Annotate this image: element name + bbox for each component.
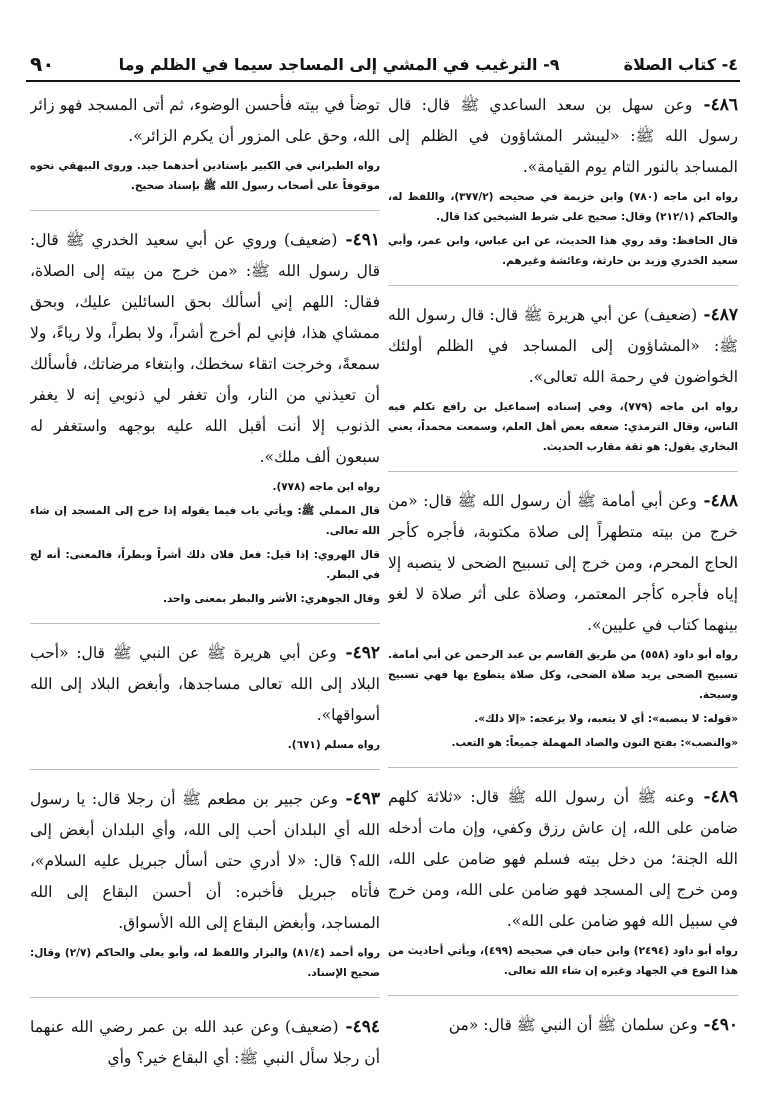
hadith-block [388, 1010, 738, 1041]
hadith-number: ٤٩٢- [336, 643, 380, 663]
page-header [30, 50, 738, 78]
hadith-separator [388, 981, 738, 996]
right-column [388, 90, 738, 1090]
chapter-title: ٤- كتاب الصلاة [623, 54, 738, 74]
hadith-text [30, 225, 380, 473]
hadith-separator [388, 753, 738, 768]
hadith-block [388, 486, 738, 768]
hadith-block [30, 1012, 380, 1074]
hadith-text [388, 1010, 738, 1041]
source-note: رواه أبو داود (٢٤٩٤) وابن حبان في صحيحه (٤٩٩)، ويأتي أحاديث من هذا النوع في الجهاد وغيره إن شاء الله تعالى. [388, 945, 738, 977]
hadith-number: ٤٩٣- [337, 789, 380, 809]
hadith-text [30, 1012, 380, 1074]
hadith-number: ٤٩١- [337, 230, 380, 250]
hadith-block [30, 784, 380, 998]
hadith-body: وعن جبير بن مطعم ﷺ أن رجلا قال: يا رسول الله أي البلدان أحب إلى الله، وأي البلدان أبغض إلى الله؟ قال: «لا أدري حتى أسأل جبريل عليه السلام»، فأتاه جبريل فأخبره: أن أحسن البقاع إلى الله المساجد، وأبغض البقاع إلى الله الأسواق. [30, 790, 380, 932]
hadith-block [388, 90, 738, 286]
hadith-block [30, 90, 380, 211]
hadith-number: ٤٩٤- [338, 1017, 380, 1037]
hadith-block [30, 225, 380, 624]
source-note: «والنصب»: بفتح النون والصاد المهملة جميعاً: هو التعب. [451, 737, 738, 749]
hadith-number: ٤٨٨- [696, 491, 738, 511]
section-title: ٩- الترغيب في المشي إلى المساجد سيما في الظلم وما [118, 54, 560, 74]
hadith-body: (ضعيف) وعن عبد الله بن عمر رضي الله عنهما أن رجلا سأل النبي ﷺ: أي البقاع خير؟ وأي [30, 1018, 380, 1067]
hadith-number: ٤٨٦- [692, 95, 738, 115]
source-note: رواه الطبراني في الكبير بإسنادين أحدهما جيد. وروى البيهقي نحوه موقوفاً على أصحاب رسول الله ﷺ بإسناد صحيح. [30, 160, 380, 192]
hadith-text [388, 300, 738, 393]
hadith-separator [30, 609, 380, 624]
hadith-text [30, 784, 380, 939]
source-note: وقال الجوهري: الأشر والبطر بمعنى واحد. [162, 593, 380, 605]
hadith-separator [388, 271, 738, 286]
hadith-text [30, 90, 380, 152]
source-note: رواه أحمد (٨١/٤) والبزار واللفظ له، وأبو يعلى والحاكم (٢/٧) وقال: صحيح الإسناد. [30, 947, 380, 979]
hadith-block [388, 300, 738, 472]
hadith-number: ٤٨٩- [694, 787, 738, 807]
hadith-body: وعن أبي هريرة ﷺ عن النبي ﷺ قال: «أحب البلاد إلى الله تعالى مساجدها، وأبغض البلاد إلى الله أسواقها». [30, 644, 380, 724]
header-rule [26, 80, 740, 82]
hadith-body: وعن سهل بن سعد الساعدي ﷺ قال: قال رسول الله ﷺ: «ليبشر المشاؤون في الظلم إلى المساجد بالنور التام يوم القيامة». [388, 96, 738, 176]
hadith-separator [388, 457, 738, 472]
hadith-block [388, 782, 738, 996]
hadith-body: وعن أبي أمامة ﷺ أن رسول الله ﷺ قال: «من خرج من بيته متطهراً إلى صلاة مكتوبة، فأجره كأجر الحاج المحرم، ومن خرج إلى تسبيح الضحى لا ينصبه إلا إياه فأجره كأجر المعتمر، وصلاة على أثر صلاة لا لغو بينهما كتاب في عليين». [388, 492, 738, 634]
hadith-block [30, 638, 380, 770]
hadith-text [388, 90, 738, 183]
hadith-text [30, 638, 380, 731]
source-note: رواه أبو داود (٥٥٨) من طريق القاسم بن عبد الرحمن عن أبي أمامة. تسبيح الضحى يريد صلاة الضحى، وكل صلاة يتطوع بها فهي تسبيح وسبحة. [388, 649, 738, 701]
hadith-separator [30, 196, 380, 211]
source-note: «قوله: لا ينصبه»: أي لا يتعبه، ولا يزعجه: «إلا ذلك». [474, 713, 738, 725]
hadith-text [388, 782, 738, 937]
left-column [30, 90, 380, 1090]
hadith-body: توضأ في بيته فأحسن الوضوء، ثم أتى المسجد فهو زائر الله، وحق على المزور أن يكرم الزائر». [30, 96, 380, 145]
source-note: قال الحافظ: وقد روي هذا الحديث، عن ابن عباس، وابن عمر، وأبي سعيد الخدري وزيد بن حارثة، وعائشة وغيرهم. [388, 235, 738, 267]
hadith-separator [30, 755, 380, 770]
hadith-body: وعن سلمان ﷺ أن النبي ﷺ قال: «من [448, 1016, 698, 1034]
source-note: رواه ابن ماجه (٧٧٩)، وفي إسناده إسماعيل بن رافع تكلم فيه الناس، وقال الترمذي: ضعفه بعض أهل العلم، وسمعت محمداً، يعني البخاري يقول: هو ثقة مقارب الحديث. [388, 401, 738, 453]
source-note: رواه مسلم (٦٧١). [287, 739, 380, 751]
source-note: رواه ابن ماجه (٧٨٠) وابن خزيمة في صحيحه (٣٧٧/٢)، واللفظ له، والحاكم (٢١٢/١) وقال: صحيح على شرط الشيخين كذا قال. [388, 191, 738, 223]
hadith-body: (ضعيف) عن أبي هريرة ﷺ قال: قال رسول الله ﷺ: «المشاؤون إلى المساجد في الظلم أولئك الخواضون في رحمة الله تعالى». [388, 306, 738, 386]
hadith-body: وعنه ﷺ أن رسول الله ﷺ قال: «ثلاثة كلهم ضامن على الله، إن عاش رزق وكفي، وإن مات أدخله الله الجنة؛ من دخل بيته فسلم فهو ضامن على الله، ومن خرج إلى المسجد فهو ضامن على الله، ومن خرج في سبيل الله فهو ضامن على الله». [388, 788, 738, 930]
hadith-separator [30, 983, 380, 998]
source-note: قال المملي ﷺ: ويأتي باب فيما يقوله إذا خرج إلى المسجد إن شاء الله تعالى. [30, 505, 380, 537]
source-note: رواه ابن ماجه (٧٧٨). [272, 481, 380, 493]
hadith-number: ٤٨٧- [697, 305, 738, 325]
hadith-text [388, 486, 738, 641]
hadith-number: ٤٩٠- [697, 1015, 738, 1035]
source-note: قال الهروي: إذا قيل: فعل فلان ذلك أشراً وبطراً، فالمعنى: أنه لج في البطر. [30, 549, 380, 581]
page-number: ٩٠ [30, 52, 55, 76]
hadith-body: (ضعيف) وروي عن أبي سعيد الخدري ﷺ قال: قال رسول الله ﷺ: «من خرج من بيته إلى الصلاة، فقال: اللهم إني أسألك بحق السائلين عليك، وبحق ممشاي هذا، فإني لم أخرج أشراً، ولا بطراً، ولا رياءً، ولا سمعةً، وخرجت اتقاء سخطك، وابتغاء مرضاتك، فأسألك أن تعيذني من النار، وأن تغفر لي ذنوبي إنه لا يغفر الذنوب إلا أنت أقبل الله عليه بوجهه واستغفر له سبعون ألف ملك». [30, 231, 380, 466]
